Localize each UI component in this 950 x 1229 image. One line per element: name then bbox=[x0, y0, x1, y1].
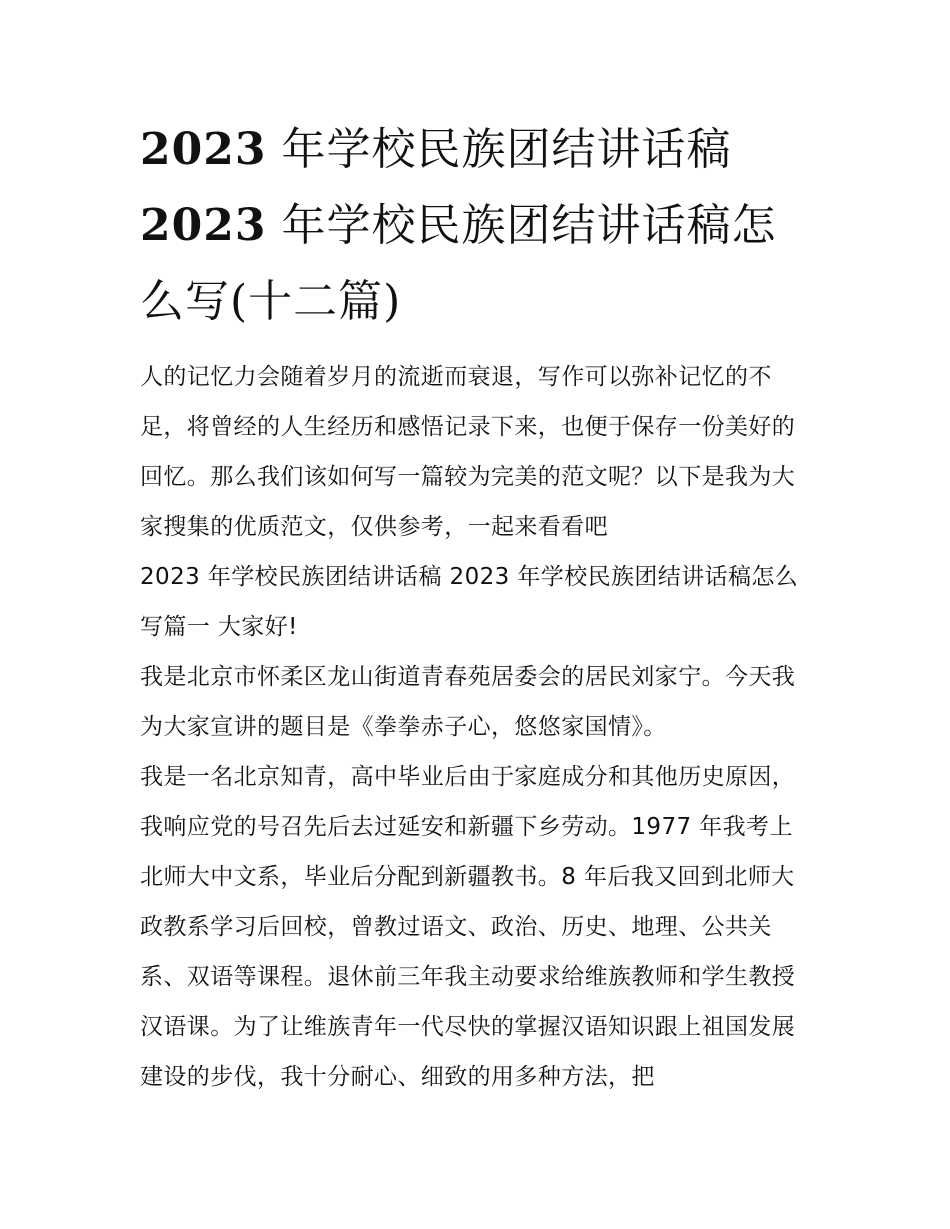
story-paragraph: 我是一名北京知青，高中毕业后由于家庭成分和其他历史原因，我响应党的号召先后去过延安和新疆下乡劳动。1977 年我考上北师大中文系，毕业后分配到新疆教书。8 年后我又回到北师大政教系学习后回校，曾教过语文、政治、历史、地理、公共关系、双语等课程。退休前三年我主动要求给维族教师和学生教授汉语课。为了让维族青年一代尽快的掌握汉语知识跟上祖国发展建设的步伐，我十分耐心、细致的用多种方法，把 bbox=[140, 764, 796, 1090]
title-text: 么写(十二篇) bbox=[140, 276, 402, 327]
document-content bbox=[140, 112, 812, 1102]
title-text: 年学校民族团结讲话稿怎 bbox=[281, 200, 777, 251]
section-heading-paragraph: 2023 年学校民族团结讲话稿 2023 年学校民族团结讲话稿怎么写篇一 大家好! bbox=[140, 564, 799, 640]
intro-paragraph: 人的记忆力会随着岁月的流逝而衰退，写作可以弥补记忆的不足，将曾经的人生经历和感悟记录下来，也便于保存一份美好的回忆。那么我们该如何写一篇较为完美的范文呢？以下是我为大家搜集的优质范文，仅供参考，一起来看看吧 bbox=[140, 364, 796, 540]
title-text: 年学校民族团结讲话稿 bbox=[281, 124, 732, 175]
title-line-3 bbox=[140, 264, 812, 340]
title-line-1 bbox=[140, 112, 812, 188]
document-body bbox=[140, 352, 812, 1102]
title-year: 2023 bbox=[140, 200, 267, 251]
speaker-intro-paragraph: 我是北京市怀柔区龙山街道青春苑居委会的居民刘家宁。今天我为大家宣讲的题目是《拳拳赤子心，悠悠家国情》。 bbox=[140, 664, 796, 740]
title-year: 2023 bbox=[140, 124, 267, 175]
title-line-2 bbox=[140, 188, 812, 264]
document-title bbox=[140, 112, 812, 340]
